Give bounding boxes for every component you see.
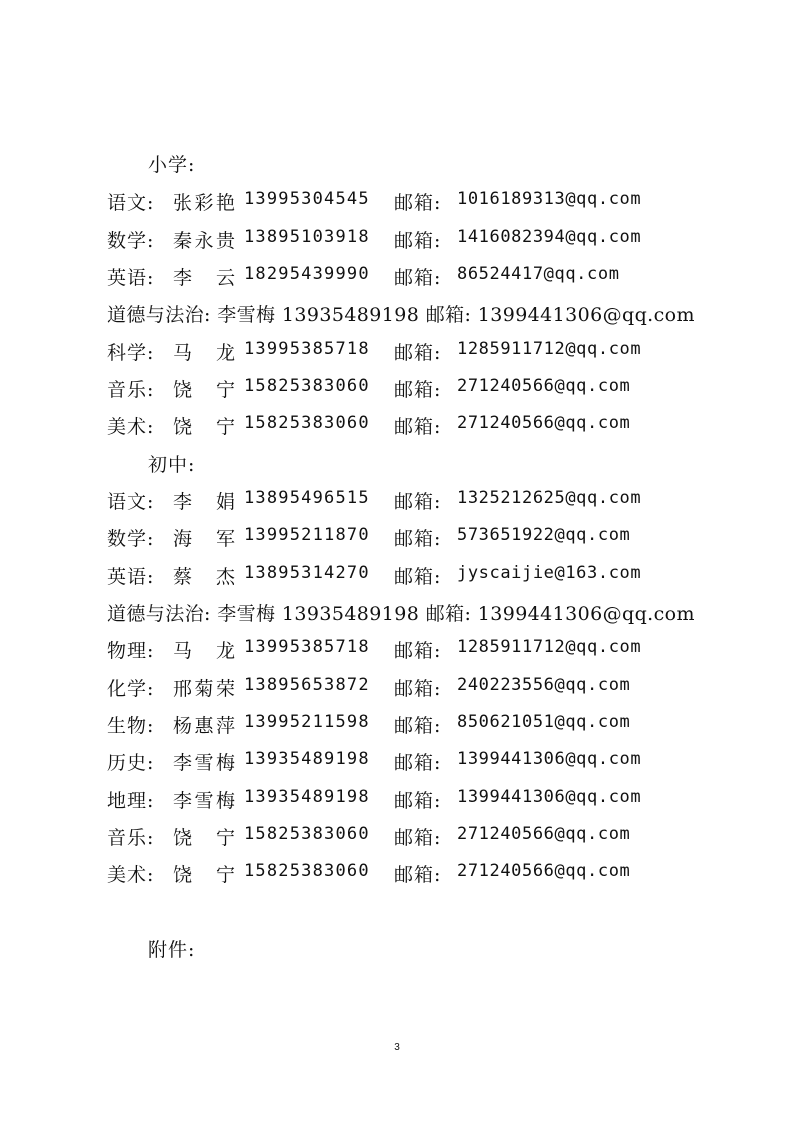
email-address: 1399441306@qq.com xyxy=(457,787,642,807)
email-address: 1285911712@qq.com xyxy=(457,339,642,359)
teacher-name: 李 雪 梅 xyxy=(173,790,235,812)
email-address: jyscaijie@163.com xyxy=(457,563,642,583)
email-label: 邮箱: xyxy=(394,640,442,662)
email-label: 邮箱: xyxy=(394,566,442,588)
phone-number: 13995304545 xyxy=(244,189,370,209)
subject-label: 地理: xyxy=(107,790,155,812)
teacher-name: 马 龙 xyxy=(173,342,235,364)
phone-number: 15825383060 xyxy=(244,824,370,844)
teacher-name: 蔡 杰 xyxy=(173,566,235,588)
contact-row-text: 道德与法治: 李雪梅 13935489198 邮箱: 1399441306@qq.com xyxy=(107,304,695,326)
phone-number: 15825383060 xyxy=(244,861,370,881)
subject-label: 美术: xyxy=(107,416,155,438)
email-address: 1285911712@qq.com xyxy=(457,637,642,657)
email-label: 邮箱: xyxy=(394,790,442,812)
teacher-name: 饶 宁 xyxy=(173,864,235,886)
teacher-name: 李 云 xyxy=(173,267,235,289)
phone-number: 13995385718 xyxy=(244,339,370,359)
subject-label: 音乐: xyxy=(107,827,155,849)
email-label: 邮箱: xyxy=(394,528,442,550)
email-address: 86524417@qq.com xyxy=(457,264,620,284)
email-label: 邮箱: xyxy=(394,416,442,438)
email-label: 邮箱: xyxy=(394,192,442,214)
subject-label: 生物: xyxy=(107,715,155,737)
email-label: 邮箱: xyxy=(394,491,442,513)
email-address: 1416082394@qq.com xyxy=(457,227,642,247)
teacher-name: 马 龙 xyxy=(173,640,235,662)
email-label: 邮箱: xyxy=(394,230,442,252)
subject-label: 物理: xyxy=(107,640,155,662)
attachment-label: 附件: xyxy=(148,939,196,961)
email-address: 850621051@qq.com xyxy=(457,712,631,732)
email-address: 1016189313@qq.com xyxy=(457,189,642,209)
phone-number: 13895496515 xyxy=(244,488,370,508)
email-label: 邮箱: xyxy=(394,678,442,700)
email-address: 271240566@qq.com xyxy=(457,376,631,396)
teacher-name: 李 雪 梅 xyxy=(173,752,235,774)
phone-number: 18295439990 xyxy=(244,264,370,284)
email-label: 邮箱: xyxy=(394,827,442,849)
contact-row-text: 道德与法治: 李雪梅 13935489198 邮箱: 1399441306@qq.com xyxy=(107,603,695,625)
teacher-name: 杨 惠 萍 xyxy=(173,715,235,737)
teacher-name: 李 娟 xyxy=(173,491,235,513)
teacher-name: 邢 菊 荣 xyxy=(173,678,235,700)
email-address: 271240566@qq.com xyxy=(457,861,631,881)
phone-number: 15825383060 xyxy=(244,376,370,396)
email-address: 271240566@qq.com xyxy=(457,824,631,844)
email-label: 邮箱: xyxy=(394,715,442,737)
teacher-name: 张 彩 艳 xyxy=(173,192,235,214)
subject-label: 音乐: xyxy=(107,379,155,401)
teacher-name: 秦 永 贵 xyxy=(173,230,235,252)
email-address: 1399441306@qq.com xyxy=(457,749,642,769)
phone-number: 13935489198 xyxy=(244,749,370,769)
phone-number: 13895314270 xyxy=(244,563,370,583)
email-label: 邮箱: xyxy=(394,752,442,774)
subject-label: 语文: xyxy=(107,491,155,513)
phone-number: 15825383060 xyxy=(244,413,370,433)
subject-label: 英语: xyxy=(107,566,155,588)
junior-school-heading: 初中: xyxy=(148,454,196,476)
phone-number: 13995385718 xyxy=(244,637,370,657)
page-number: 3 xyxy=(394,1042,400,1053)
subject-label: 数学: xyxy=(107,230,155,252)
teacher-name: 海 军 xyxy=(173,528,235,550)
phone-number: 13995211598 xyxy=(244,712,370,732)
phone-number: 13995211870 xyxy=(244,525,370,545)
subject-label: 化学: xyxy=(107,678,155,700)
email-label: 邮箱: xyxy=(394,342,442,364)
email-address: 573651922@qq.com xyxy=(457,525,631,545)
subject-label: 语文: xyxy=(107,192,155,214)
email-address: 240223556@qq.com xyxy=(457,675,631,695)
teacher-name: 饶 宁 xyxy=(173,416,235,438)
subject-label: 科学: xyxy=(107,342,155,364)
subject-label: 英语: xyxy=(107,267,155,289)
email-label: 邮箱: xyxy=(394,267,442,289)
phone-number: 13895103918 xyxy=(244,227,370,247)
primary-school-heading: 小学: xyxy=(148,154,196,176)
email-address: 271240566@qq.com xyxy=(457,413,631,433)
subject-label: 美术: xyxy=(107,864,155,886)
email-label: 邮箱: xyxy=(394,379,442,401)
teacher-name: 饶 宁 xyxy=(173,379,235,401)
email-label: 邮箱: xyxy=(394,864,442,886)
email-address: 1325212625@qq.com xyxy=(457,488,642,508)
phone-number: 13935489198 xyxy=(244,787,370,807)
subject-label: 历史: xyxy=(107,752,155,774)
teacher-name: 饶 宁 xyxy=(173,827,235,849)
subject-label: 数学: xyxy=(107,528,155,550)
phone-number: 13895653872 xyxy=(244,675,370,695)
